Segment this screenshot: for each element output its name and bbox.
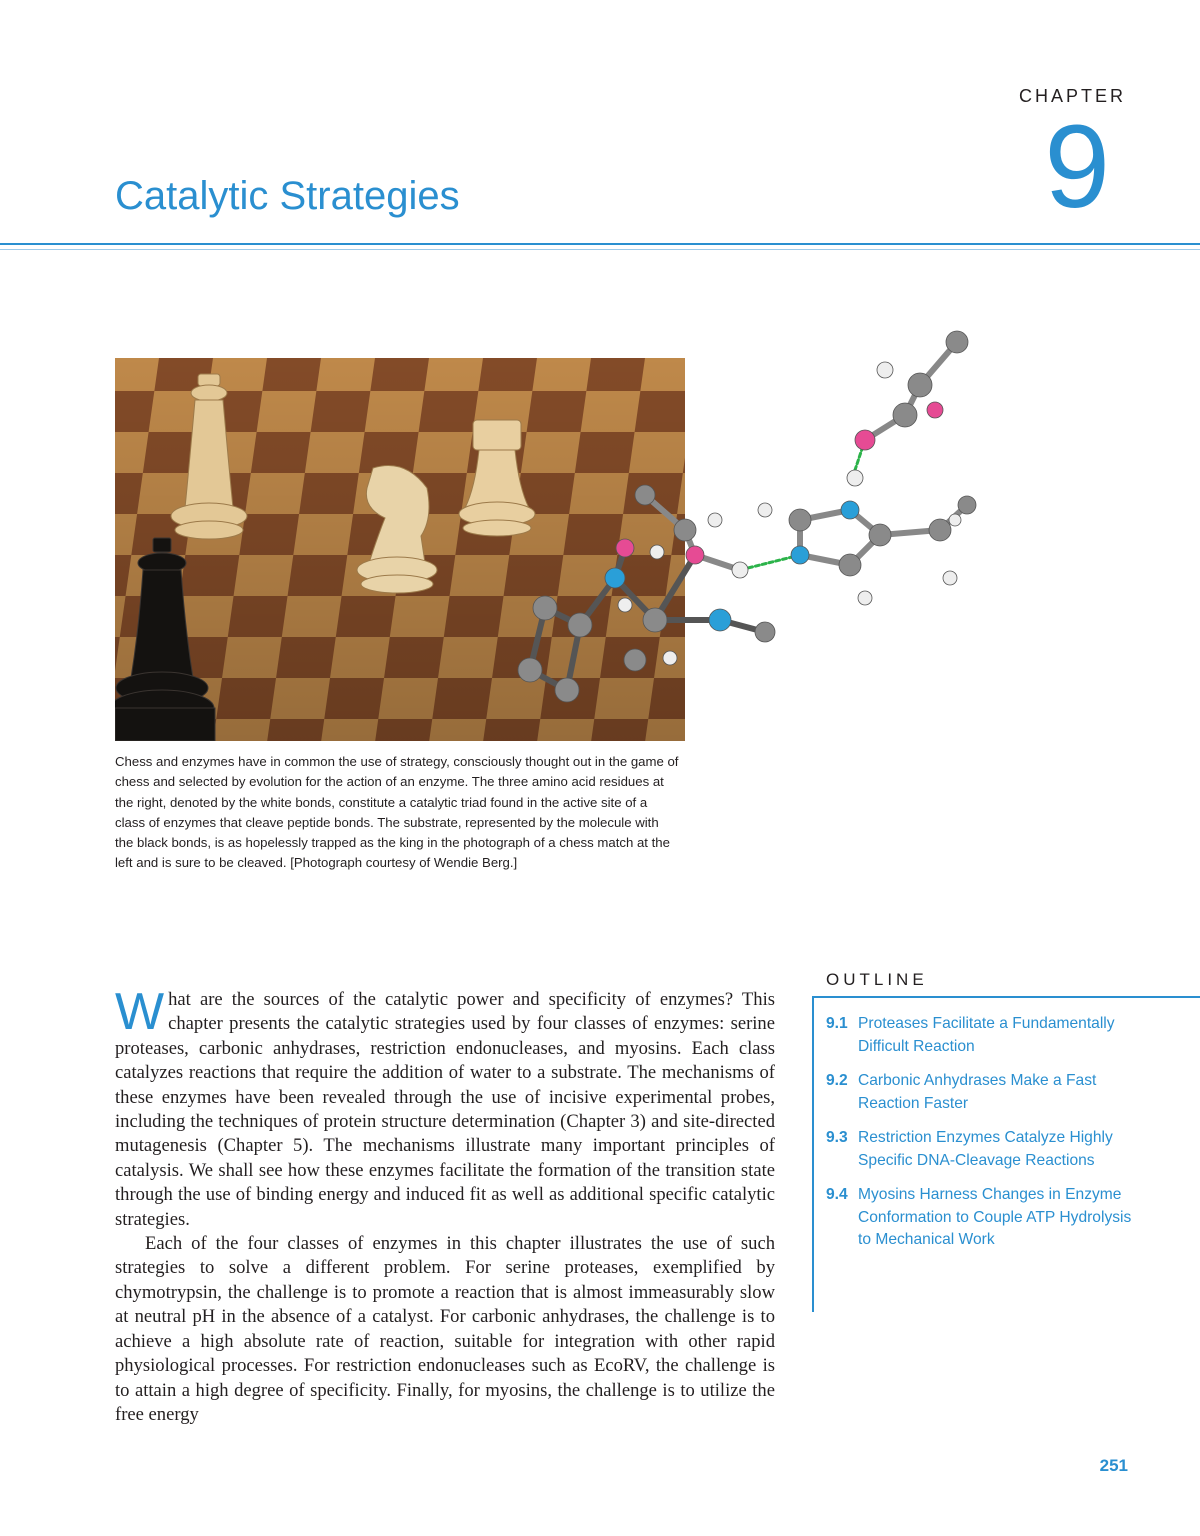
chapter-label: CHAPTER xyxy=(1018,86,1126,106)
outline-item-number: 9.1 xyxy=(826,1015,848,1032)
outline-item-title: Proteases Facilitate a Fundamentally Difficult Reaction xyxy=(858,1015,1115,1055)
outline-item-number: 9.2 xyxy=(826,1072,848,1089)
body-paragraph: Each of the four classes of enzymes in this chapter illustrates the use of such strategies to solve a different problem. For serine proteases, exemplified by chymotrypsin, the challenge is to promote a reaction that is almost immeasurably slow at neutral pH in the absence of a catalyst. For carbonic anhydrases, the challenge is to achieve a high absolute rate of reaction, suitable for integration with other rapid physiological processes. For restriction endonucleases such as EcoRV, the challenge is to attain a high degree of specificity. Finally, for myosins, the challenge is to utilize the free energy xyxy=(115,1233,775,1425)
outline-item[interactable] xyxy=(826,1127,1136,1172)
molecule-model xyxy=(495,320,995,720)
drop-cap: W xyxy=(115,983,165,1041)
chapter-number: 9 xyxy=(1044,101,1110,233)
outline-vertical-rule xyxy=(812,996,814,1312)
outline-item-title: Carbonic Anhydrases Make a Fast Reaction Faster xyxy=(858,1072,1097,1112)
outline-rule xyxy=(812,996,1200,998)
outline-item[interactable] xyxy=(826,1013,1136,1058)
page-number: 251 xyxy=(1099,1456,1128,1475)
outline-heading: OUTLINE xyxy=(826,970,928,989)
header-rule xyxy=(0,243,1200,245)
outline-item[interactable] xyxy=(826,1184,1136,1252)
outline-item-number: 9.3 xyxy=(826,1129,848,1146)
outline-list xyxy=(826,1013,1136,1264)
body-paragraph xyxy=(115,983,775,1232)
header-rule-secondary xyxy=(0,249,1200,250)
paragraph-text: hat are the sources of the catalytic power and specificity of enzymes? This chapter presents the catalytic strategies used by four classes of enzymes: serine proteases, carbonic anhydrases, restriction endonucleases, and myosins. Each class catalyzes reactions that require the addition of water to a substrate. The mechanisms of these enzymes have been revealed through the use of incisive experimental probes, including the techniques of protein structure determination (Chapter 3) and site-directed mutagenesis (Chapter 5). The mechanisms illustrate many important principles of catalysis. We shall see how these enzymes facilitate the formation of the transition state through the use of binding energy and induced fit as well as additional specific catalytic strategies. xyxy=(115,989,775,1230)
outline-item[interactable] xyxy=(826,1070,1136,1115)
outline-item-title: Restriction Enzymes Catalyze Highly Specific DNA-Cleavage Reactions xyxy=(858,1129,1113,1169)
body-text xyxy=(115,983,775,1427)
outline-item-number: 9.4 xyxy=(826,1186,848,1203)
outline-item-title: Myosins Harness Changes in Enzyme Conformation to Couple ATP Hydrolysis to Mechanical Work xyxy=(858,1186,1132,1248)
figure-caption: Chess and enzymes have in common the use of strategy, consciously thought out in the game of chess and selected by evolution for the action of an enzyme. The three amino acid residues at the right, denoted by the white bonds, constitute a catalytic triad found in the active site of a class of enzymes that cleave peptide bonds. The substrate, represented by the molecule with the black bonds, is as hopelessly trapped as the king in the photograph of a chess match at the left and is sure to be cleaved. [Photograph courtesy of Wendie Berg.] xyxy=(115,754,679,871)
chapter-title: Catalytic Strategies xyxy=(115,174,460,218)
